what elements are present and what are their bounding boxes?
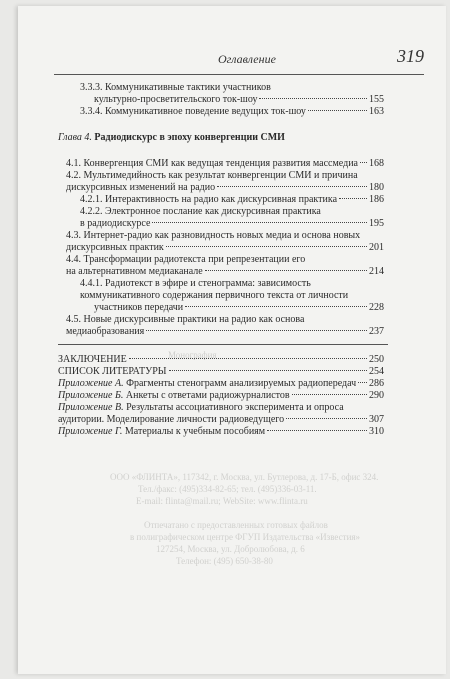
toc-entry-4-3-cont[interactable] <box>66 242 384 254</box>
toc-entry-3-3-3-cont[interactable] <box>94 94 384 106</box>
toc-entry-4-3[interactable] <box>66 230 384 242</box>
toc-entry-4-4-1-cont2[interactable] <box>94 302 384 314</box>
chapter-label: Глава 4. <box>58 132 92 143</box>
appendix-label: Приложение Г. <box>58 426 123 437</box>
appendix-label: Приложение Б. <box>58 390 124 401</box>
dot-leader <box>339 198 367 199</box>
toc-entry-text: 4.3. Интернет-радио как разновидность новых медиа и основа новых <box>66 230 361 241</box>
toc-entry-text: коммуникативного содержания первичного текста от личности <box>80 290 349 301</box>
toc-entry-appendix-v[interactable] <box>58 402 384 414</box>
chapter-title: Радиодискурс в эпоху конвергенции СМИ <box>94 132 285 143</box>
dot-leader <box>358 382 367 383</box>
dot-leader <box>152 222 367 223</box>
toc-entry-text: Фрагменты стенограмм анализируемых радиопередач <box>126 378 357 389</box>
toc-entry-text: культурно-просветительского ток-шоу <box>94 94 258 105</box>
toc-entry-4-2[interactable] <box>66 170 384 182</box>
toc-entry-text: 4.4. Трансформации радиотекста при репрезентации его <box>66 254 306 265</box>
toc-page-number: 186 <box>369 194 384 205</box>
book-page <box>18 6 446 674</box>
toc-entry-text: медиаобразования <box>66 326 145 337</box>
toc-page-number: 214 <box>369 266 384 277</box>
toc-entry-text: 4.2.2. Электронное послание как дискурсивная практика <box>80 206 321 217</box>
appendix-label: Приложение А. <box>58 378 124 389</box>
show-through-text: в полиграфическом центре ФГУП Издательства «Известия» <box>130 532 361 542</box>
toc-page-number: 250 <box>369 354 384 365</box>
toc-entry-bibliography[interactable] <box>58 366 384 378</box>
toc-entry-4-4-cont[interactable] <box>66 266 384 278</box>
toc-entry-text: аудитории. Моделирование личности радиоведущего <box>58 414 285 425</box>
dot-leader <box>286 418 367 419</box>
dot-leader <box>169 370 368 371</box>
toc-entry-appendix-a[interactable] <box>58 378 384 390</box>
toc-entry-text: дискурсивных изменений на радио <box>66 182 216 193</box>
toc-entry-conclusion[interactable] <box>58 354 384 366</box>
toc-page-number: 307 <box>369 414 384 425</box>
dot-leader <box>146 330 367 331</box>
toc-page-number: 163 <box>369 106 384 117</box>
toc-page-number: 254 <box>369 366 384 377</box>
toc-page-number: 155 <box>369 94 384 105</box>
toc-entry-4-5[interactable] <box>66 314 384 326</box>
dot-leader <box>360 162 367 163</box>
dot-leader <box>129 358 367 359</box>
chapter-4-heading[interactable] <box>58 132 384 144</box>
dot-leader <box>205 270 367 271</box>
toc-entry-4-2-cont[interactable] <box>66 182 384 194</box>
show-through-text: 127254, Москва, ул. Добролюбова, д. 6 <box>156 544 305 554</box>
running-header <box>54 34 424 75</box>
toc-entry-appendix-g[interactable] <box>58 426 384 438</box>
toc-entry-text: СПИСОК ЛИТЕРАТУРЫ <box>58 366 167 377</box>
toc-entry-appendix-v-cont[interactable] <box>58 414 384 426</box>
show-through-text: Отпечатано с предоставленных готовых файлов <box>144 520 328 530</box>
toc-entry-text: 4.1. Конвергенция СМИ как ведущая тенденция развития массмедиа <box>66 158 358 169</box>
toc-entry-3-3-3[interactable] <box>80 82 384 94</box>
dot-leader <box>166 246 367 247</box>
appendix-label: Приложение В. <box>58 402 124 413</box>
toc-entry-text: ЗАКЛЮЧЕНИЕ <box>58 354 127 365</box>
show-through-text: Монография <box>168 350 217 360</box>
toc-entry-4-2-2-cont[interactable] <box>80 218 384 230</box>
dot-leader <box>292 394 367 395</box>
toc-entry-4-2-2[interactable] <box>80 206 384 218</box>
toc-entry-4-4[interactable] <box>66 254 384 266</box>
toc-entry-text: 4.2.1. Интерактивность на радио как дискурсивная практика <box>80 194 338 205</box>
section-divider <box>58 344 388 345</box>
toc-entry-4-1[interactable] <box>66 158 384 170</box>
toc-entry-4-4-1-cont[interactable] <box>80 290 384 302</box>
dot-leader <box>267 430 367 431</box>
toc-entry-text: Анкеты с ответами радиожурналистов <box>125 390 290 401</box>
toc-entry-4-4-1[interactable] <box>80 278 384 290</box>
toc-page-number: 237 <box>369 326 384 337</box>
toc-entry-text: Результаты ассоциативного эксперимента и опроса <box>126 402 344 413</box>
toc-page-number: 290 <box>369 390 384 401</box>
show-through-text: Телефон: (495) 650-38-80 <box>176 556 273 566</box>
dot-leader <box>185 306 367 307</box>
toc-entry-text: на альтернативном медиаканале <box>66 266 203 277</box>
toc-entry-appendix-b[interactable] <box>58 390 384 402</box>
toc-page-number: 195 <box>369 218 384 229</box>
toc-entry-3-3-4[interactable] <box>80 106 384 118</box>
toc-entry-text: Материалы к учебным пособиям <box>124 426 266 437</box>
toc-entry-text: 4.4.1. Радиотекст в эфире и стенограмма: зависимость <box>80 278 311 289</box>
toc-page-number: 201 <box>369 242 384 253</box>
toc-entry-text: дискурсивных практик <box>66 242 164 253</box>
toc-entry-text: в радиодискурсе <box>80 218 151 229</box>
page-number: 319 <box>397 46 424 66</box>
dot-leader <box>217 186 367 187</box>
toc-page-number: 310 <box>369 426 384 437</box>
toc-entry-4-2-1[interactable] <box>80 194 384 206</box>
dot-leader <box>308 110 367 111</box>
toc-entry-text: 4.2. Мультимедийность как результат конвергенции СМИ и причина <box>66 170 358 181</box>
show-through-text: E-mail: flinta@mail.ru; WebSite: www.flinta.ru <box>136 496 308 506</box>
toc-entry-text: 4.5. Новые дискурсивные практики на радио как основа <box>66 314 305 325</box>
toc-entry-text: участников передачи <box>94 302 184 313</box>
running-title: Оглавление <box>218 52 276 66</box>
toc-page-number: 286 <box>369 378 384 389</box>
show-through-text: ООО «ФЛИНТА», 117342, г. Москва, ул. Бутлерова, д. 17-Б, офис 324. <box>110 472 379 482</box>
dot-leader <box>259 98 367 99</box>
toc-page-number: 180 <box>369 182 384 193</box>
toc-page-number: 228 <box>369 302 384 313</box>
toc-page-number: 168 <box>369 158 384 169</box>
show-through-text: Тел./факс: (495)334-82-65; тел. (495)336-03-11. <box>138 484 317 494</box>
toc-entry-4-5-cont[interactable] <box>66 326 384 338</box>
toc-entry-text: 3.3.3. Коммуникативные тактики участников <box>80 82 271 93</box>
toc-entry-text: 3.3.4. Коммуникативное поведение ведущих ток-шоу <box>80 106 306 117</box>
